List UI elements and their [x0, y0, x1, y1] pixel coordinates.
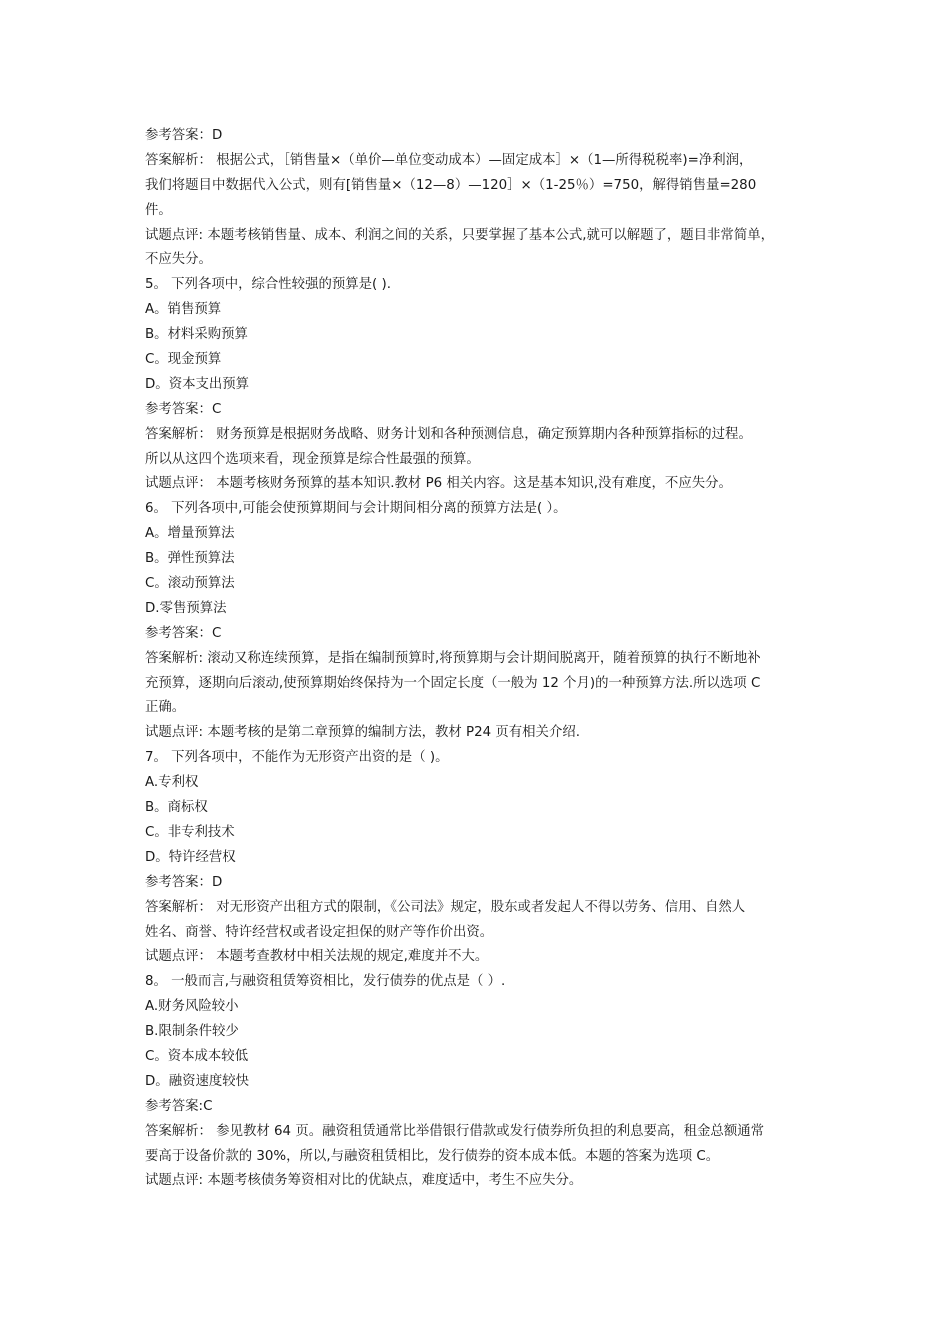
- text-line: 参考答案：C: [145, 625, 222, 641]
- document-body: [145, 124, 815, 1194]
- text-line: D。融资速度较快: [145, 1073, 250, 1089]
- text-line: 不应失分。: [145, 252, 212, 268]
- text-line: 参考答案：D: [145, 128, 223, 143]
- text-line: 5。 下列各项中，综合性较强的预算是( ).: [145, 277, 391, 293]
- text-line: A。增量预算法: [145, 526, 235, 542]
- text-line: 试题点评: 本题考核销售量、成本、利润之间的关系，只要掌握了基本公式,就可以解题了，题目非常简单，: [145, 227, 774, 243]
- text-line: 我们将题目中数据代入公式，则有[销售量×（12—8）—120］×（1-25％）=750，解得销售量=280: [145, 177, 757, 193]
- text-line: A.财务风险较小: [145, 999, 239, 1015]
- text-line: 所以从这四个选项来看，现金预算是综合性最强的预算。: [145, 451, 480, 467]
- text-line: 答案解析： 根据公式，［销售量×（单价—单位变动成本）—固定成本］×（1—所得税税率)=净利润，: [145, 152, 753, 168]
- text-line: C。现金预算: [145, 352, 222, 368]
- text-line: 件。: [145, 202, 172, 218]
- text-line: D。特许经营权: [145, 849, 236, 865]
- text-line: D。资本支出预算: [145, 376, 250, 392]
- text-line: 7。 下列各项中，不能作为无形资产出资的是（ )。: [145, 750, 449, 766]
- text-line: B。弹性预算法: [145, 551, 235, 567]
- text-line: C。资本成本较低: [145, 1048, 249, 1064]
- text-line: 参考答案：C: [145, 401, 222, 417]
- text-line: B。材料采购预算: [145, 327, 248, 343]
- text-line: A.专利权: [145, 775, 199, 791]
- text-line: 充预算，逐期向后滚动,使预算期始终保持为一个固定长度（一般为 12 个月)的一种预算方法.所以选项 C: [145, 675, 761, 691]
- text-line: 答案解析： 参见教材 64 页。融资租赁通常比举借银行借款或发行债券所负担的利息要高，租金总额通常: [145, 1123, 764, 1139]
- text-line: B。商标权: [145, 800, 208, 816]
- text-line: 要高于设备价款的 30%，所以,与融资租赁相比，发行债券的资本成本低。本题的答案为选项 C。: [145, 1148, 720, 1164]
- text-line: C。滚动预算法: [145, 576, 235, 592]
- text-line: D.零售预算法: [145, 600, 227, 616]
- text-line: 正确。: [145, 700, 186, 716]
- text-line: 试题点评： 本题考查教材中相关法规的规定,难度并不大。: [145, 949, 489, 965]
- text-line: B.限制条件较少: [145, 1024, 239, 1040]
- text-line: C。非专利技术: [145, 824, 235, 840]
- text-line: 8。 一般而言,与融资租赁筹资相比，发行债券的优点是（ ）.: [145, 974, 506, 990]
- text-line: 答案解析: 滚动又称连续预算，是指在编制预算时,将预算期与会计期间脱离开，随着预算的执行不断地补: [145, 650, 761, 666]
- text-line: 答案解析： 对无形资产出租方式的限制，《公司法》规定，股东或者发起人不得以劳务、信用、自然人: [145, 899, 746, 915]
- text-line: 答案解析： 财务预算是根据财务战略、财务计划和各种预测信息，确定预算期内各种预算指标的过程。: [145, 426, 752, 442]
- text-line: A。销售预算: [145, 302, 222, 318]
- text-line: 参考答案：D: [145, 874, 223, 890]
- text-line: 参考答案:C: [145, 1098, 213, 1114]
- text-line: 试题点评: 本题考核的是第二章预算的编制方法，教材 P24 页有相关介绍.: [145, 725, 580, 741]
- text-line: 姓名、商誉、特许经营权或者设定担保的财产等作价出资。: [145, 924, 494, 940]
- text-line: 试题点评: 本题考核债务筹资相对比的优缺点，难度适中，考生不应失分。: [145, 1173, 583, 1189]
- text-line: 试题点评： 本题考核财务预算的基本知识.教材 P6 相关内容。这是基本知识,没有难度，不应失分。: [145, 476, 732, 492]
- text-line: 6。 下列各项中,可能会使预算期间与会计期间相分离的预算方法是( ）。: [145, 501, 567, 517]
